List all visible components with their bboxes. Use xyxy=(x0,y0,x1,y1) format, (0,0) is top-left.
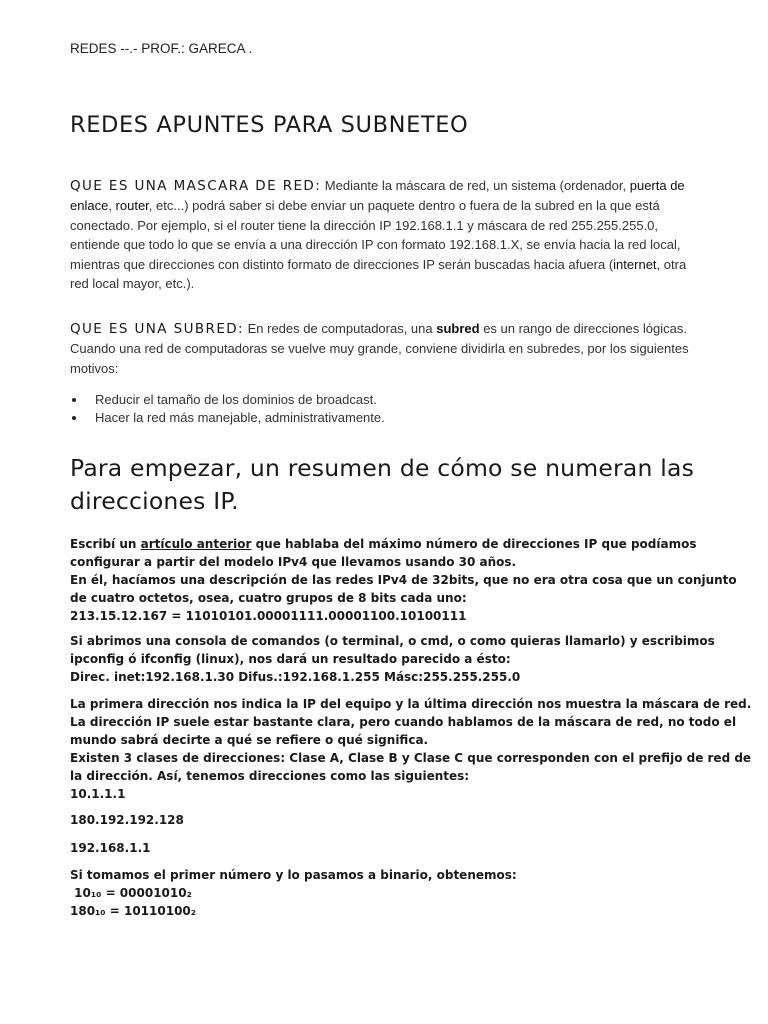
para1-line4: de cuatro octetos, osea, cuatro grupos de 8 bits cada uno: xyxy=(70,591,467,605)
term-router: router xyxy=(115,198,149,214)
paragraph-binario xyxy=(70,866,710,920)
list-item-text: Hacer la red más manejable, administrativamente. xyxy=(95,410,385,425)
ip-example-class-b: 180.192.192.128 xyxy=(70,813,184,827)
paragraph-articulo xyxy=(70,535,737,625)
para2-line1: Si abrimos una consola de comandos (o terminal, o cmd, o como quieras llamarlo) y escribimos xyxy=(70,634,715,648)
bullet-icon xyxy=(72,398,76,402)
mascara-heading: QUE ES UNA MASCARA DE RED: xyxy=(70,178,322,194)
ip-example-class-c: 192.168.1.1 xyxy=(70,841,151,855)
para3-line3: mundo sabrá decirte a qué se refiere o qué significa. xyxy=(70,733,429,747)
subred-heading: QUE ES UNA SUBRED: xyxy=(70,321,244,337)
mascara-text-3: , etc...) podrá saber si debe enviar un paquete dentro o fuera de la subred en la que está conectado. Por ejemplo, si el router tiene la dirección IP 192.168.1.1 y máscara de red 255.255.255.0, entiende que todo lo que se envía a una dirección IP con formato 192.168.1.X, se envía hacia la red local, mientras que direcciones con distinto formato de direcciones IP serán buscadas hacia afuera ( xyxy=(70,198,681,272)
subred-text-1: En redes de computadoras, una xyxy=(244,321,437,336)
ip-binary-example: 213.15.12.167 = 11010101.00001111.00001100.10100111 xyxy=(70,609,467,623)
binary-conversion-10: 10₁₀ = 00001010₂ xyxy=(70,886,192,900)
para2-line2: ipconfig ó ifconfig (linux), nos dará un resultado parecido a ésto: xyxy=(70,652,511,666)
para1-line1a: Escribí un xyxy=(70,537,141,551)
para3-line5: la dirección. Así, tenemos direcciones como las siguientes: xyxy=(70,769,470,783)
mascara-text-2: , xyxy=(108,198,116,214)
document-title: REDES APUNTES PARA SUBNETEO xyxy=(70,112,469,138)
page-header: REDES --.- PROF.: GARECA . xyxy=(70,41,253,56)
term-puerta-de-enlace: puerta de enlace xyxy=(70,178,685,214)
list-item-text: Reducir el tamaño de los dominios de broadcast. xyxy=(95,392,377,407)
subred-section xyxy=(70,319,700,378)
list-item xyxy=(70,409,385,427)
para4-line1: Si tomamos el primer número y lo pasamos a binario, obtenemos: xyxy=(70,868,517,882)
para1-line3: En él, hacíamos una descripción de las redes IPv4 de 32bits, que no era otra cosa que un conjunto xyxy=(70,573,737,587)
articulo-anterior-link[interactable]: artículo anterior xyxy=(140,537,252,551)
list-item xyxy=(70,391,385,409)
subred-text-2: es un rango de direcciones lógicas. Cuando una red de computadoras se vuelve muy grande, conviene dividirla en subredes, por los siguientes motivos: xyxy=(70,321,689,376)
para1-line1b: que hablaba del máximo número de direcciones IP que podíamos xyxy=(251,537,697,551)
para3-line4: Existen 3 clases de direcciones: Clase A, Clase B y Clase C que corresponden con el prefijo de red de xyxy=(70,751,752,765)
term-internet: internet xyxy=(613,256,657,272)
para1-line2: configurar a partir del modelo IPv4 que llevamos usando 30 años. xyxy=(70,555,517,569)
intro-heading: Para empezar, un resumen de cómo se numeran las direcciones IP. xyxy=(70,454,695,515)
mascara-text-1: Mediante la máscara de red, un sistema (ordenador, xyxy=(321,178,630,193)
subred-bold-term: subred xyxy=(436,321,480,336)
ip-example-class-a: 10.1.1.1 xyxy=(70,787,126,801)
para3-line2: La dirección IP suele estar bastante clara, pero cuando hablamos de la máscara de red, no todo el xyxy=(70,715,737,729)
mascara-section xyxy=(70,176,700,293)
binary-conversion-180: 180₁₀ = 10110100₂ xyxy=(70,904,197,918)
ipconfig-output: Direc. inet:192.168.1.30 Difus.:192.168.1.255 Másc:255.255.255.0 xyxy=(70,670,521,684)
paragraph-clases xyxy=(70,695,752,803)
bullet-icon xyxy=(72,416,76,420)
para3-line1: La primera dirección nos indica la IP del equipo y la última dirección nos muestra la máscara de red. xyxy=(70,697,752,711)
motivos-list xyxy=(70,391,385,427)
mascara-text-4: , otra red local mayor, etc.). xyxy=(70,256,687,292)
paragraph-ipconfig xyxy=(70,632,715,686)
